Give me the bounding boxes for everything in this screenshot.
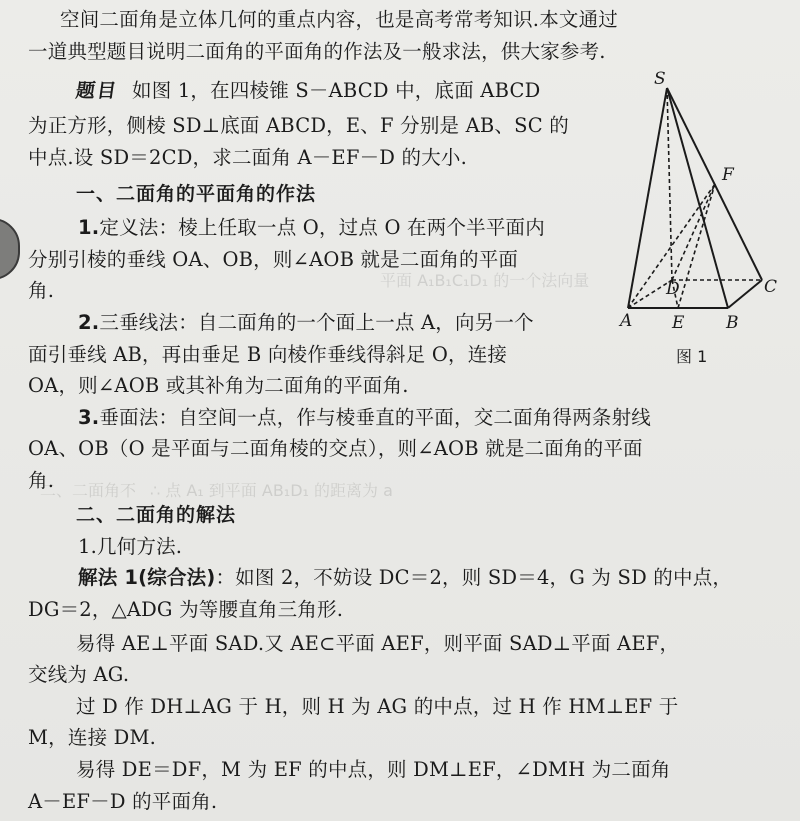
method-number: 2. [78,311,100,334]
segment-DF [672,184,715,280]
section-heading: 二、二面角的解法 [76,504,237,526]
method-text: 三垂线法：自二面角的一个面上一点 A，向另一个 [99,311,534,334]
subsection-title: 1.几何方法. [78,535,183,558]
vertex-label-C: C [764,277,778,297]
paragraph-line: M，连接 DM. [28,726,157,749]
section-heading: 一、二面角的平面角的作法 [76,183,317,205]
vertex-label-S: S [654,69,666,89]
solution-line: DG＝2，△ADG 为等腰直角三角形. [28,598,344,621]
method-2-line: OA，则∠AOB 或其补角为二面角的平面角. [28,374,409,397]
method-text: 定义法：棱上任取一点 O，过点 O 在两个半平面内 [99,216,545,239]
page-edge-tab [0,218,20,280]
edge-SA [628,88,667,308]
solution-label: 解法 1(综合法) [78,566,216,589]
edge-SD [667,88,672,280]
vertex-label-E: E [672,313,685,333]
paragraph-line: 易得 AE⊥平面 SAD.又 AE⊂平面 AEF，则平面 SAD⊥平面 AEF， [76,632,680,655]
method-3-line: OA、OB（O 是平面与二面角棱的交点），则∠AOB 就是二面角的平面 [28,437,643,460]
pyramid-figure [610,60,800,380]
intro-line: 空间二面角是立体几何的重点内容，也是高考常考知识.本文通过 [60,8,618,31]
method-3-line [78,406,651,430]
solution-line [78,566,732,590]
method-2-line: 面引垂线 AB，再由垂足 B 向棱作垂线得斜足 O，连接 [28,343,508,366]
bleed-through-text: 平面 A₁B₁C₁D₁ 的一个法向量 [380,271,590,290]
paragraph-line: 易得 DE＝DF，M 为 EF 的中点，则 DM⊥EF，∠DMH 为二面角 [76,758,671,781]
vertex-label-D: D [666,279,680,299]
vertex-label-B: B [726,313,739,333]
segment-EF [678,184,715,308]
method-1-line: 分别引棱的垂线 OA、OB，则∠AOB 就是二面角的平面 [28,248,519,271]
method-number: 3. [78,406,100,429]
figure-caption: 图 1 [676,347,708,366]
problem-line: 为正方形，侧棱 SD⊥底面 ABCD，E、F 分别是 AB、SC 的 [28,114,569,137]
problem-line [76,79,540,103]
vertex-label-A: A [620,311,633,331]
method-1-line [78,216,545,240]
solution-text: ：如图 2，不妨设 DC＝2，则 SD＝4，G 为 SD 的中点， [215,566,733,589]
method-number: 1. [78,216,100,239]
method-1-line: 角. [28,279,55,302]
edge-SB [667,88,728,308]
method-3-line: 角. [28,469,55,492]
bleed-through-text: 二、二面角不 [40,481,137,500]
edge-BC [728,280,762,308]
problem-text: 如图 1，在四棱锥 S－ABCD 中，底面 ABCD [132,79,541,102]
paragraph-line: A－EF－D 的平面角. [28,790,218,813]
method-text: 垂面法：自空间一点，作与棱垂直的平面，交二面角得两条射线 [99,406,651,429]
bleed-through-text: ∴ 点 A₁ 到平面 AB₁D₁ 的距离为 a [150,481,393,500]
method-2-line [78,311,534,335]
problem-line: 中点.设 SD＝2CD，求二面角 A－EF－D 的大小. [28,146,468,169]
paragraph-line: 过 D 作 DH⊥AG 于 H，则 H 为 AG 的中点，过 H 作 HM⊥EF 于 [76,695,679,718]
intro-line: 一道典型题目说明二面角的平面角的作法及一般求法，供大家参考. [28,40,606,63]
paragraph-line: 交线为 AG. [28,663,130,686]
vertex-label-F: F [722,165,734,185]
problem-badge: 题目 [74,80,120,102]
